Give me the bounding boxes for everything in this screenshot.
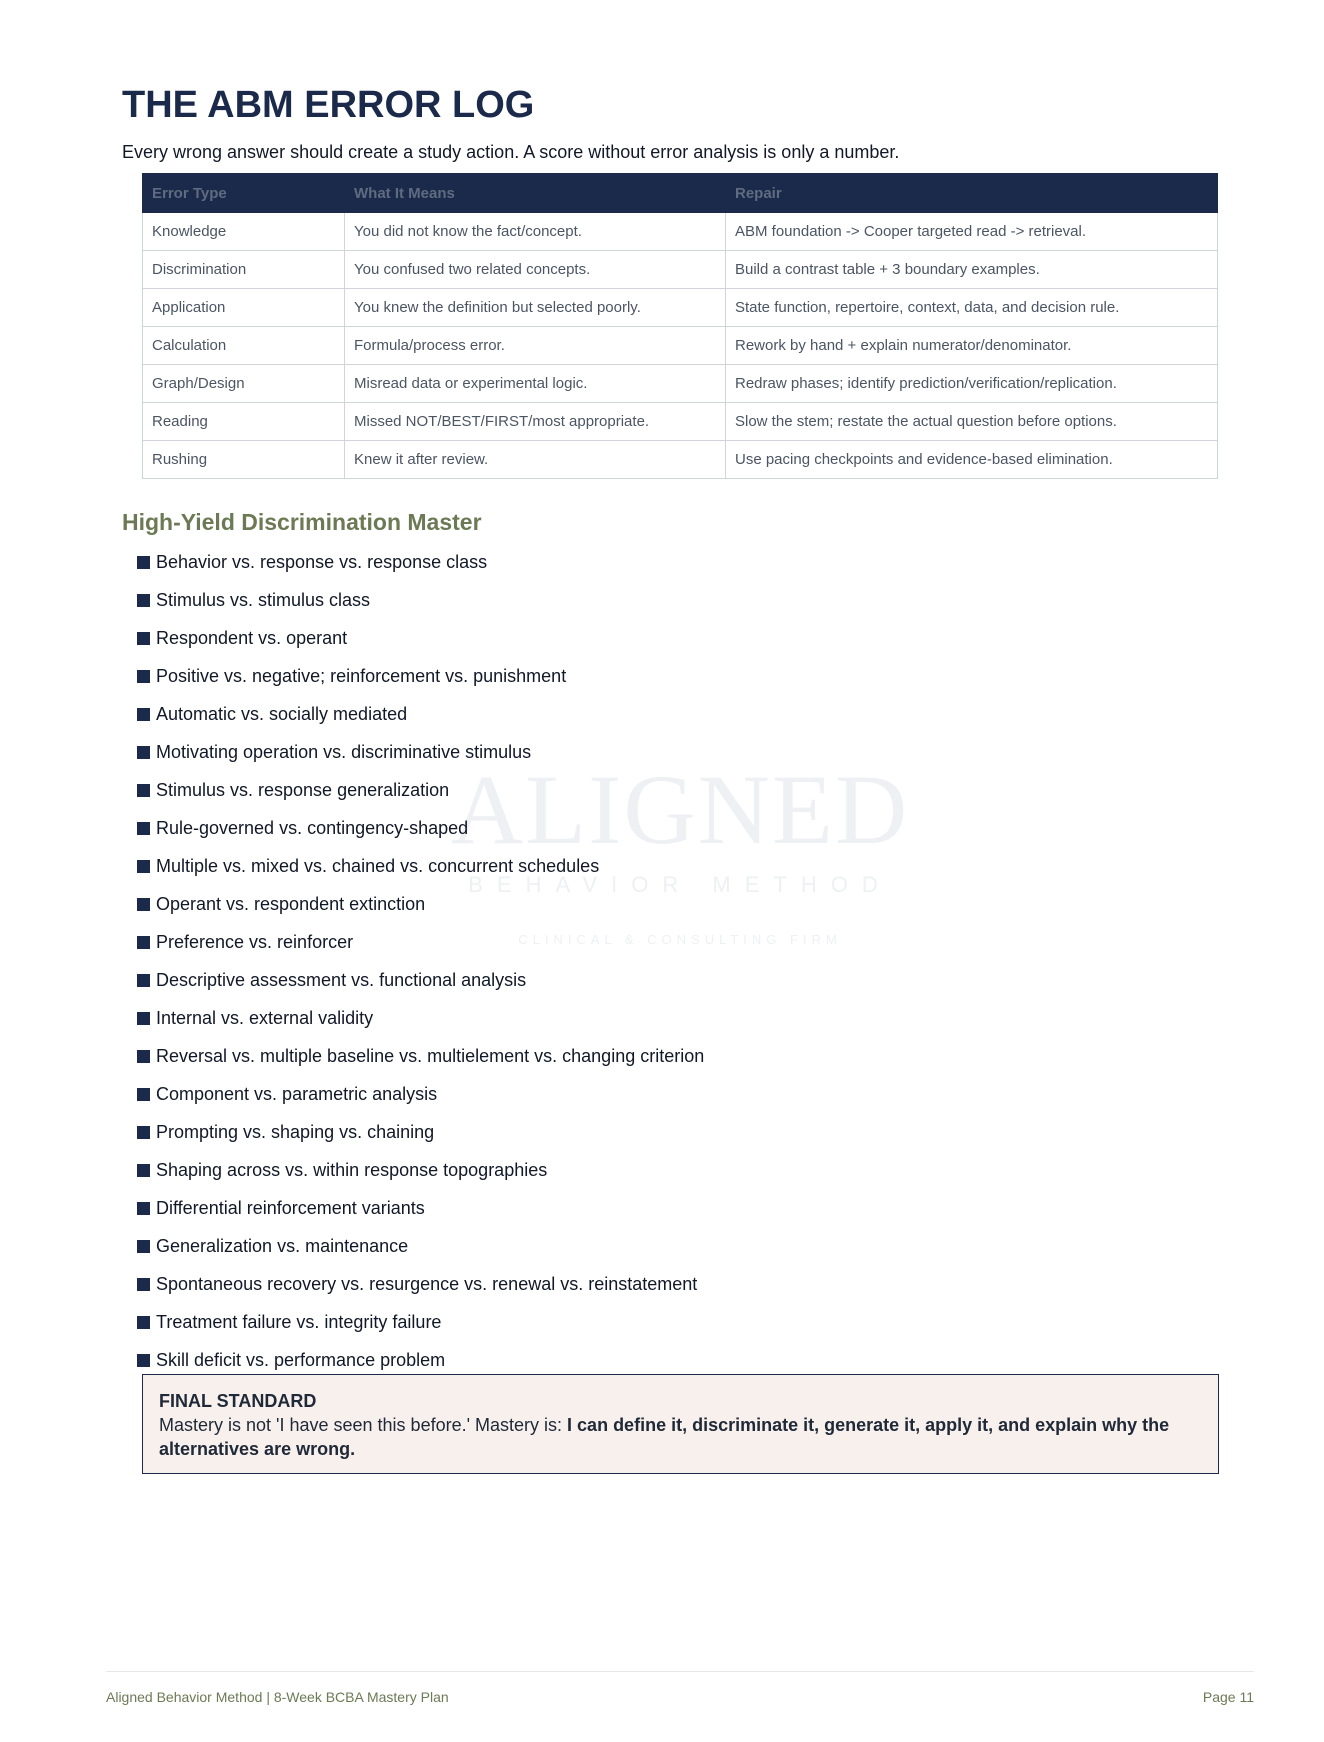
list-item [137, 657, 704, 695]
table-row [143, 213, 1218, 251]
cell-error-type: Calculation [143, 327, 345, 365]
table-row [143, 251, 1218, 289]
list-item [137, 1151, 704, 1189]
square-bullet-icon [137, 1088, 150, 1101]
cell-repair: Redraw phases; identify prediction/verification/replication. [726, 365, 1218, 403]
list-item-text: Component vs. parametric analysis [156, 1084, 438, 1104]
final-standard-callout [142, 1374, 1219, 1474]
square-bullet-icon [137, 670, 150, 683]
square-bullet-icon [137, 1354, 150, 1367]
header-what-it-means: What It Means [345, 174, 726, 213]
list-item-text: Positive vs. negative; reinforcement vs. punishment [156, 666, 567, 686]
cell-repair: Rework by hand + explain numerator/denominator. [726, 327, 1218, 365]
list-item-text: Preference vs. reinforcer [156, 932, 354, 952]
list-item-text: Behavior vs. response vs. response class [156, 552, 488, 572]
square-bullet-icon [137, 898, 150, 911]
list-item-text: Generalization vs. maintenance [156, 1236, 409, 1256]
list-item-text: Descriptive assessment vs. functional analysis [156, 970, 527, 990]
list-item-text: Stimulus vs. response generalization [156, 780, 450, 800]
list-item [137, 771, 704, 809]
final-standard-body [159, 1413, 1202, 1461]
square-bullet-icon [137, 860, 150, 873]
error-log-table [142, 173, 1218, 479]
list-item [137, 543, 704, 581]
cell-meaning: You did not know the fact/concept. [345, 213, 726, 251]
list-item [137, 619, 704, 657]
square-bullet-icon [137, 1316, 150, 1329]
cell-error-type: Graph/Design [143, 365, 345, 403]
header-repair: Repair [726, 174, 1218, 213]
square-bullet-icon [137, 632, 150, 645]
list-item [137, 847, 704, 885]
square-bullet-icon [137, 1278, 150, 1291]
list-item-text: Multiple vs. mixed vs. chained vs. concurrent schedules [156, 856, 600, 876]
square-bullet-icon [137, 1240, 150, 1253]
page-subtitle: Every wrong answer should create a study action. A score without error analysis is only a number. [122, 142, 900, 162]
list-item [137, 1189, 704, 1227]
list-item [137, 733, 704, 771]
cell-meaning: Knew it after review. [345, 441, 726, 479]
footer-page-number: Page 11 [1202, 1689, 1254, 1705]
list-item [137, 1075, 704, 1113]
list-item [137, 1227, 704, 1265]
final-standard-emphasis: I can define it, discriminate it, generate it, apply it, and explain why the alternatives are wrong. [159, 1415, 1170, 1459]
cell-error-type: Discrimination [143, 251, 345, 289]
footer-document-title: Aligned Behavior Method | 8-Week BCBA Mastery Plan [106, 1689, 449, 1705]
watermark-firm: CLINICAL & CONSULTING FIRM [518, 932, 842, 947]
list-item-text: Reversal vs. multiple baseline vs. multielement vs. changing criterion [156, 1046, 705, 1066]
list-item [137, 1265, 704, 1303]
list-item-text: Internal vs. external validity [156, 1008, 374, 1028]
list-item [137, 885, 704, 923]
square-bullet-icon [137, 1164, 150, 1177]
table-header-row [143, 174, 1218, 213]
cell-repair: Slow the stem; restate the actual question before options. [726, 403, 1218, 441]
list-item-text: Rule-governed vs. contingency-shaped [156, 818, 469, 838]
square-bullet-icon [137, 974, 150, 987]
cell-repair: ABM foundation -> Cooper targeted read -> retrieval. [726, 213, 1218, 251]
list-item-text: Skill deficit vs. performance problem [156, 1350, 446, 1370]
cell-meaning: Misread data or experimental logic. [345, 365, 726, 403]
square-bullet-icon [137, 746, 150, 759]
list-item-text: Respondent vs. operant [156, 628, 348, 648]
table-row [143, 441, 1218, 479]
list-item-text: Prompting vs. shaping vs. chaining [156, 1122, 435, 1142]
footer-divider [106, 1671, 1254, 1672]
cell-error-type: Rushing [143, 441, 345, 479]
page-title: THE ABM ERROR LOG [122, 84, 535, 126]
list-item [137, 581, 704, 619]
list-item-text: Automatic vs. socially mediated [156, 704, 408, 724]
cell-error-type: Application [143, 289, 345, 327]
list-item-text: Stimulus vs. stimulus class [156, 590, 371, 610]
cell-meaning: You knew the definition but selected poorly. [345, 289, 726, 327]
list-item [137, 1113, 704, 1151]
list-item [137, 961, 704, 999]
square-bullet-icon [137, 1050, 150, 1063]
final-standard-title: FINAL STANDARD [159, 1391, 317, 1411]
square-bullet-icon [137, 1202, 150, 1215]
watermark-sub: BEHAVIOR METHOD [468, 872, 892, 897]
square-bullet-icon [137, 1012, 150, 1025]
square-bullet-icon [137, 594, 150, 607]
square-bullet-icon [137, 708, 150, 721]
list-item-text: Differential reinforcement variants [156, 1198, 425, 1218]
cell-error-type: Reading [143, 403, 345, 441]
cell-error-type: Knowledge [143, 213, 345, 251]
cell-meaning: You confused two related concepts. [345, 251, 726, 289]
table-row [143, 327, 1218, 365]
table-row [143, 365, 1218, 403]
cell-repair: State function, repertoire, context, data, and decision rule. [726, 289, 1218, 327]
list-item [137, 1037, 704, 1075]
square-bullet-icon [137, 936, 150, 949]
header-error-type: Error Type [143, 174, 345, 213]
final-standard-lead: Mastery is not 'I have seen this before.' Mastery is: [159, 1415, 568, 1435]
list-item-text: Spontaneous recovery vs. resurgence vs. renewal vs. reinstatement [156, 1274, 698, 1294]
table-row [143, 403, 1218, 441]
watermark-main: ALIGNED [450, 754, 910, 865]
cell-meaning: Missed NOT/BEST/FIRST/most appropriate. [345, 403, 726, 441]
list-item [137, 923, 704, 961]
square-bullet-icon [137, 822, 150, 835]
discrimination-list [137, 543, 704, 1379]
list-item [137, 1303, 704, 1341]
cell-repair: Use pacing checkpoints and evidence-based elimination. [726, 441, 1218, 479]
list-item-text: Operant vs. respondent extinction [156, 894, 426, 914]
square-bullet-icon [137, 784, 150, 797]
list-item-text: Treatment failure vs. integrity failure [156, 1312, 442, 1332]
list-item [137, 809, 704, 847]
table-row [143, 289, 1218, 327]
list-item-text: Motivating operation vs. discriminative stimulus [156, 742, 532, 762]
cell-repair: Build a contrast table + 3 boundary examples. [726, 251, 1218, 289]
discrimination-heading: High-Yield Discrimination Master [122, 509, 482, 535]
list-item-text: Shaping across vs. within response topographies [156, 1160, 548, 1180]
square-bullet-icon [137, 1126, 150, 1139]
cell-meaning: Formula/process error. [345, 327, 726, 365]
list-item [137, 999, 704, 1037]
list-item [137, 695, 704, 733]
square-bullet-icon [137, 556, 150, 569]
